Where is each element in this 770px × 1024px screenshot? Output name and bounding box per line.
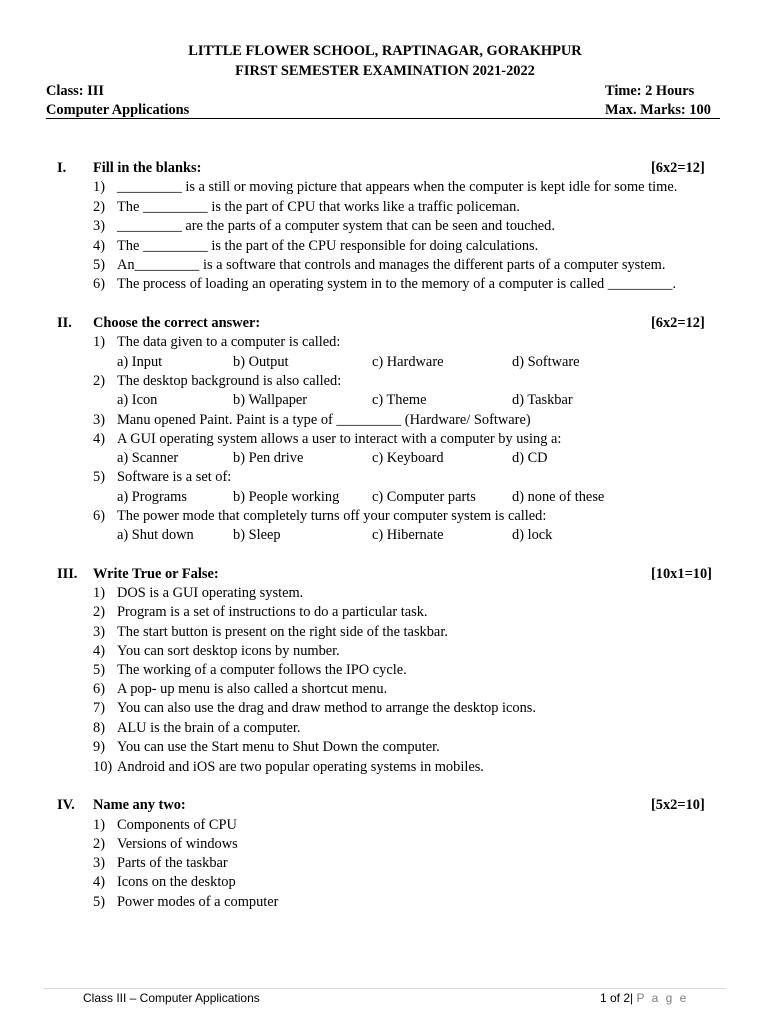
question-number: 3) (93, 855, 105, 871)
section-2-marks: [6x2=12] (651, 315, 705, 331)
question-text: The _________ is the part of CPU that works like a traffic policeman. (117, 199, 520, 215)
question-number: 1) (93, 817, 105, 833)
section-2-number: II. (57, 315, 72, 331)
subject-label: Computer Applications (46, 102, 190, 118)
exam-title: FIRST SEMESTER EXAMINATION 2021-2022 (235, 63, 535, 79)
question-text: The _________ is the part of the CPU responsible for doing calculations. (117, 238, 539, 254)
section-2-title: Choose the correct answer: (93, 315, 261, 331)
option-d: d) CD (512, 450, 548, 466)
question-number: 7) (93, 700, 105, 716)
question-text: The working of a computer follows the IPO cycle. (117, 662, 407, 678)
question-number: 3) (93, 624, 105, 640)
question-text: Versions of windows (117, 836, 238, 852)
question-text: An_________ is a software that controls and manages the different parts of a computer system. (117, 257, 666, 273)
question-number: 10) (93, 759, 113, 775)
question-text: Android and iOS are two popular operating systems in mobiles. (117, 759, 484, 775)
question-number: 5) (93, 662, 105, 678)
option-b: b) People working (233, 489, 340, 505)
section-4-marks: [5x2=10] (651, 797, 705, 813)
page-count: 1 of 2| (600, 991, 634, 1005)
question-number: 2) (93, 604, 105, 620)
question-number: 3) (93, 218, 105, 234)
question-text: Software is a set of: (117, 469, 232, 485)
question-number: 2) (93, 373, 105, 389)
option-a: a) Shut down (117, 527, 194, 543)
option-c: c) Hibernate (372, 527, 444, 543)
question-text: You can sort desktop icons by number. (117, 643, 340, 659)
option-d: d) none of these (512, 489, 605, 505)
question-text: _________ are the parts of a computer system that can be seen and touched. (117, 218, 555, 234)
section-4-number: IV. (57, 797, 75, 813)
question-text: The process of loading an operating system in to the memory of a computer is called _________. (117, 276, 677, 292)
option-d: d) Taskbar (512, 392, 573, 408)
question-text: Parts of the taskbar (117, 855, 228, 871)
footer-title: Class III – Computer Applications (83, 991, 260, 1005)
question-text: The data given to a computer is called: (117, 334, 341, 350)
max-marks-label: Max. Marks: 100 (605, 102, 711, 118)
option-c: c) Theme (372, 392, 427, 408)
question-text: A GUI operating system allows a user to interact with a computer by using a: (117, 431, 562, 447)
option-c: c) Keyboard (372, 450, 444, 466)
page-word: P a g e (636, 991, 689, 1005)
question-text: The desktop background is also called: (117, 373, 342, 389)
section-3-number: III. (57, 566, 78, 582)
question-number: 3) (93, 412, 105, 428)
option-c: c) Computer parts (372, 489, 476, 505)
section-4-title: Name any two: (93, 797, 186, 813)
header-underline (46, 118, 720, 119)
option-b: b) Output (233, 354, 289, 370)
question-number: 2) (93, 836, 105, 852)
question-number: 6) (93, 508, 105, 524)
question-number: 5) (93, 469, 105, 485)
option-a: a) Icon (117, 392, 158, 408)
question-number: 8) (93, 720, 105, 736)
question-text: You can also use the drag and draw method to arrange the desktop icons. (117, 700, 536, 716)
question-text: You can use the Start menu to Shut Down the computer. (117, 739, 440, 755)
question-number: 2) (93, 199, 105, 215)
question-number: 4) (93, 643, 105, 659)
option-b: b) Wallpaper (233, 392, 308, 408)
question-number: 1) (93, 585, 105, 601)
question-text: DOS is a GUI operating system. (117, 585, 304, 601)
question-number: 6) (93, 276, 105, 292)
question-number: 5) (93, 257, 105, 273)
section-3-title: Write True or False: (93, 566, 219, 582)
option-d: d) lock (512, 527, 553, 543)
question-text: The power mode that completely turns off your computer system is called: (117, 508, 547, 524)
option-b: b) Pen drive (233, 450, 304, 466)
question-text: Program is a set of instructions to do a particular task. (117, 604, 428, 620)
section-3-marks: [10x1=10] (651, 566, 712, 582)
option-d: d) Software (512, 354, 580, 370)
option-b: b) Sleep (233, 527, 281, 543)
time-label: Time: 2 Hours (605, 83, 695, 99)
question-text: A pop- up menu is also called a shortcut menu. (117, 681, 388, 697)
question-number: 4) (93, 874, 105, 890)
footer-divider (44, 988, 726, 989)
question-text: Components of CPU (117, 817, 237, 833)
question-number: 9) (93, 739, 105, 755)
question-text: _________ is a still or moving picture that appears when the computer is kept idle for some time. (117, 179, 678, 195)
class-label: Class: III (46, 83, 104, 99)
page-number (600, 991, 688, 1005)
question-number: 6) (93, 681, 105, 697)
question-number: 1) (93, 334, 105, 350)
question-number: 4) (93, 431, 105, 447)
school-name: LITTLE FLOWER SCHOOL, RAPTINAGAR, GORAKHPUR (188, 43, 582, 59)
question-text: Icons on the desktop (117, 874, 236, 890)
question-number: 4) (93, 238, 105, 254)
section-1-title: Fill in the blanks: (93, 160, 202, 176)
section-1-number: I. (57, 160, 67, 176)
option-a: a) Input (117, 354, 163, 370)
question-number: 5) (93, 894, 105, 910)
option-a: a) Scanner (117, 450, 179, 466)
option-c: c) Hardware (372, 354, 444, 370)
question-text: The start button is present on the right side of the taskbar. (117, 624, 448, 640)
question-text: ALU is the brain of a computer. (117, 720, 301, 736)
question-text: Power modes of a computer (117, 894, 279, 910)
section-1-marks: [6x2=12] (651, 160, 705, 176)
question-text: Manu opened Paint. Paint is a type of _________ (Hardware/ Software) (117, 412, 531, 428)
option-a: a) Programs (117, 489, 187, 505)
question-number: 1) (93, 179, 105, 195)
